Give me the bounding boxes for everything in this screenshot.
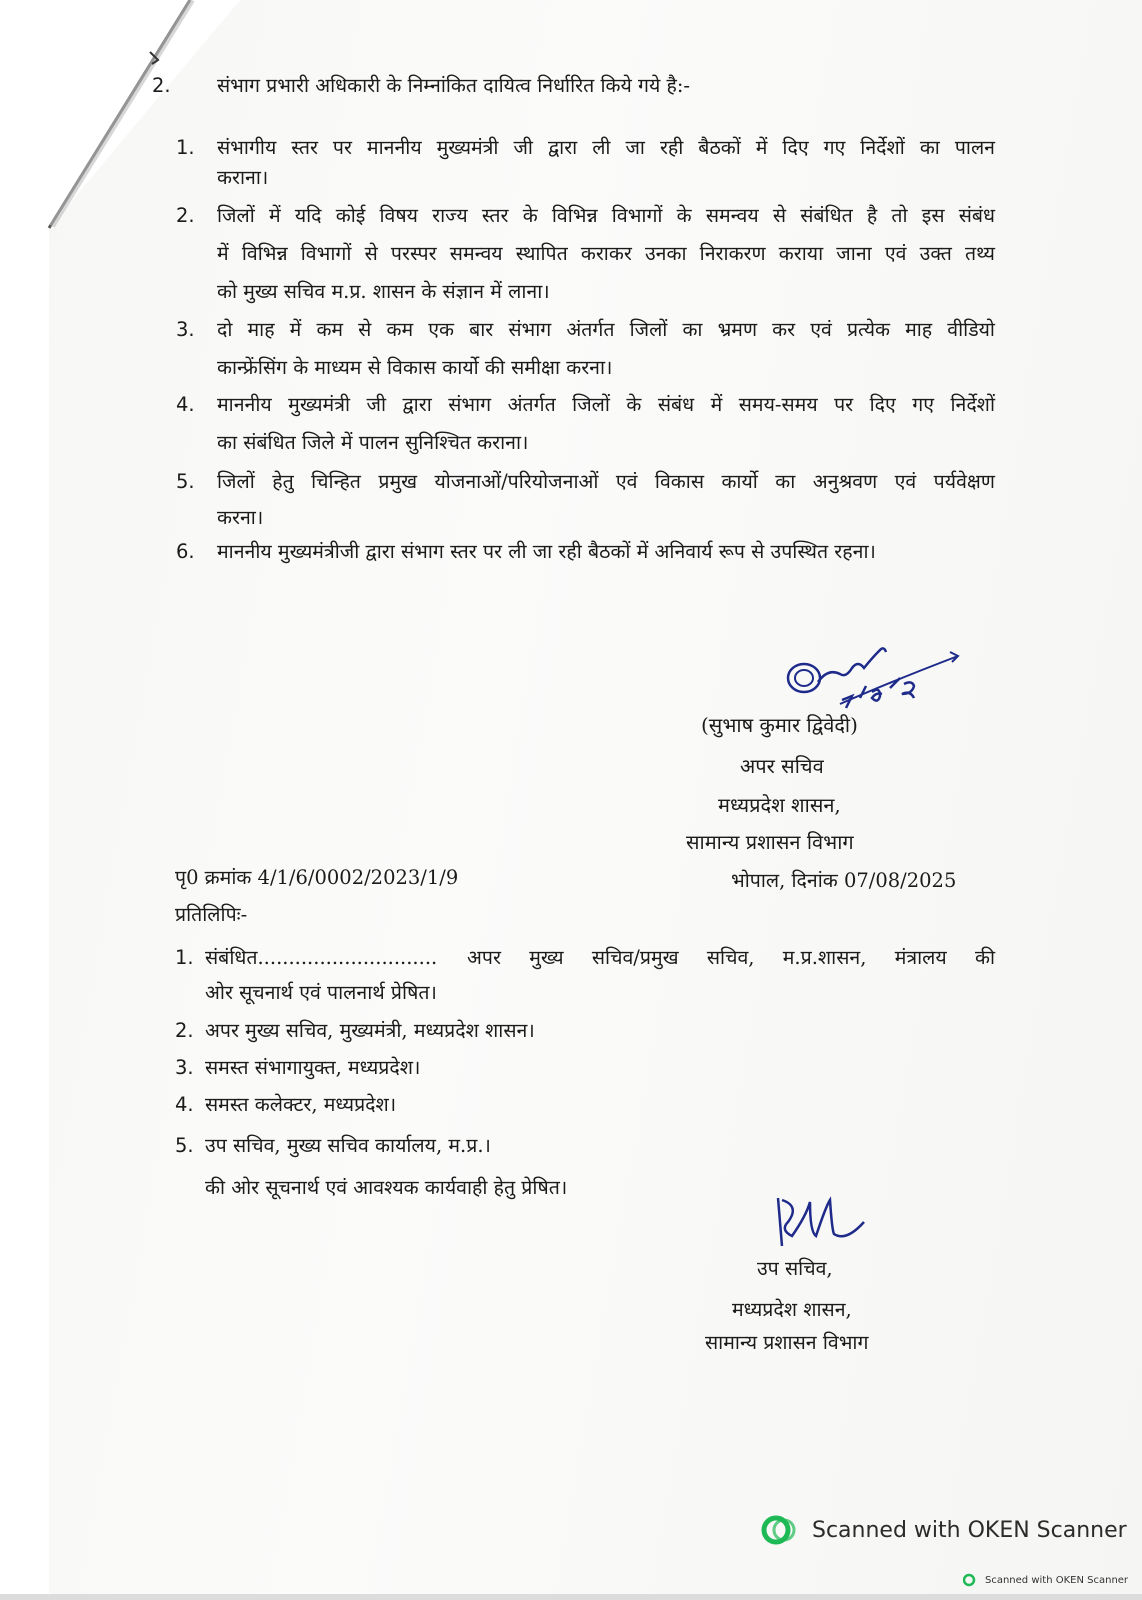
- item-text-cont: का संबंधित जिले में पालन सुनिश्चित कराना।: [217, 431, 529, 454]
- item-text: दो माह में कम से कम एक बार संभाग अंतर्गत जिलों का भ्रमण कर एवं प्रत्येक माह वीडियो: [217, 318, 995, 341]
- signatory-department: सामान्य प्रशासन विभाग: [686, 830, 854, 854]
- item-number: 1.: [175, 946, 194, 969]
- item-text-cont: करना।: [217, 506, 264, 529]
- item-text-cont: ओर सूचनार्थ एवं पालनार्थ प्रेषित।: [205, 981, 437, 1004]
- signatory-government: मध्यप्रदेश शासन,: [718, 793, 841, 817]
- item-number: 2.: [175, 1019, 194, 1042]
- scanner-logo-small-icon: [963, 1573, 979, 1587]
- deputy-signature: [768, 1190, 868, 1260]
- item-number: 1.: [176, 136, 195, 159]
- item-text: उप सचिव, मुख्य सचिव कार्यालय, म.प्र.।: [205, 1134, 491, 1157]
- item-text: जिलों में यदि कोई विषय राज्य स्तर के विभिन्न विभागों के समन्वय से संबंधित है तो इस संबंध: [217, 204, 995, 227]
- item-text-cont: कान्फ्रेंसिंग के माध्यम से विकास कार्यो की समीक्षा करना।: [217, 356, 613, 379]
- item-text-cont: में विभिन्न विभागों से परस्पर समन्वय स्थापित कराकर उनका निराकरण कराया जाना एवं उक्त तथ्य: [217, 242, 995, 265]
- scan-margin: [0, 0, 49, 1600]
- item-text-cont: को मुख्य सचिव म.प्र. शासन के संज्ञान में लाना।: [217, 280, 550, 303]
- item-text: समस्त कलेक्टर, मध्यप्रदेश।: [205, 1093, 397, 1116]
- item-text-cont: की ओर सूचनार्थ एवं आवश्यक कार्यवाही हेतु प्रेषित।: [205, 1176, 568, 1199]
- signatory-designation: अपर सचिव: [740, 754, 824, 778]
- item-text: संबंधित.............................: [205, 946, 438, 969]
- item-text-right: अपर मुख्य सचिव/प्रमुख सचिव, म.प्र.शासन, मंत्रालय की: [467, 946, 995, 969]
- item-number: 3.: [175, 1056, 194, 1079]
- item-number: 6.: [176, 540, 195, 563]
- item-number: 3.: [176, 318, 195, 341]
- section-heading: संभाग प्रभारी अधिकारी के निम्नांकित दायित्व निर्धारित किये गये है:-: [217, 74, 690, 97]
- deputy-government: मध्यप्रदेश शासन,: [732, 1298, 852, 1321]
- deputy-designation: उप सचिव,: [757, 1257, 833, 1280]
- item-number: 4.: [175, 1093, 194, 1116]
- scanner-watermark-text: Scanned with OKEN Scanner: [812, 1517, 1127, 1543]
- item-text: जिलों हेतु चिन्हित प्रमुख योजनाओं/परियोजनाओं एवं विकास कार्यो का अनुश्रवण एवं पर्यवेक्षण: [217, 470, 995, 493]
- section-number: 2.: [152, 74, 171, 97]
- item-number: 2.: [176, 204, 195, 227]
- item-number: 4.: [176, 393, 195, 416]
- item-text: संभागीय स्तर पर माननीय मुख्यमंत्री जी द्वारा ली जा रही बैठकों में दिए गए निर्देशों का पालन: [217, 136, 995, 159]
- scanner-watermark: [760, 1514, 1127, 1546]
- scan-bottom-edge: [0, 1594, 1142, 1600]
- item-text: समस्त संभागायुक्त, मध्यप्रदेश।: [205, 1056, 421, 1079]
- item-number: 5.: [175, 1134, 194, 1157]
- item-number: 5.: [176, 470, 195, 493]
- scanner-watermark-small-text: Scanned with OKEN Scanner: [985, 1574, 1129, 1586]
- item-text: अपर मुख्य सचिव, मुख्यमंत्री, मध्यप्रदेश शासन।: [205, 1019, 535, 1042]
- endorsement-ref: पृ0 क्रमांक 4/1/6/0002/2023/1/9: [175, 866, 459, 889]
- page-fold-shadow: [40, 0, 240, 240]
- received-handwritten-note: [780, 630, 960, 720]
- deputy-department: सामान्य प्रशासन विभाग: [705, 1331, 869, 1354]
- scanner-watermark-small: [963, 1573, 1128, 1587]
- document-page: [49, 0, 1142, 1600]
- copy-label: प्रतिलिपिः-: [175, 903, 248, 926]
- endorsement-place-date: भोपाल, दिनांक 07/08/2025: [731, 869, 957, 892]
- scanner-logo-icon: [760, 1514, 802, 1546]
- signatory-name: (सुभाष कुमार द्विवेदी): [701, 713, 858, 737]
- item-text: माननीय मुख्यमंत्री जी द्वारा संभाग अंतर्गत जिलों के संबंध में समय-समय पर दिए गए निर्देशों: [217, 393, 995, 416]
- item-text: माननीय मुख्यमंत्रीजी द्वारा संभाग स्तर पर ली जा रही बैठकों में अनिवार्य रूप से उपस्थित रहना।: [217, 540, 876, 563]
- item-text-cont: कराना।: [217, 166, 269, 189]
